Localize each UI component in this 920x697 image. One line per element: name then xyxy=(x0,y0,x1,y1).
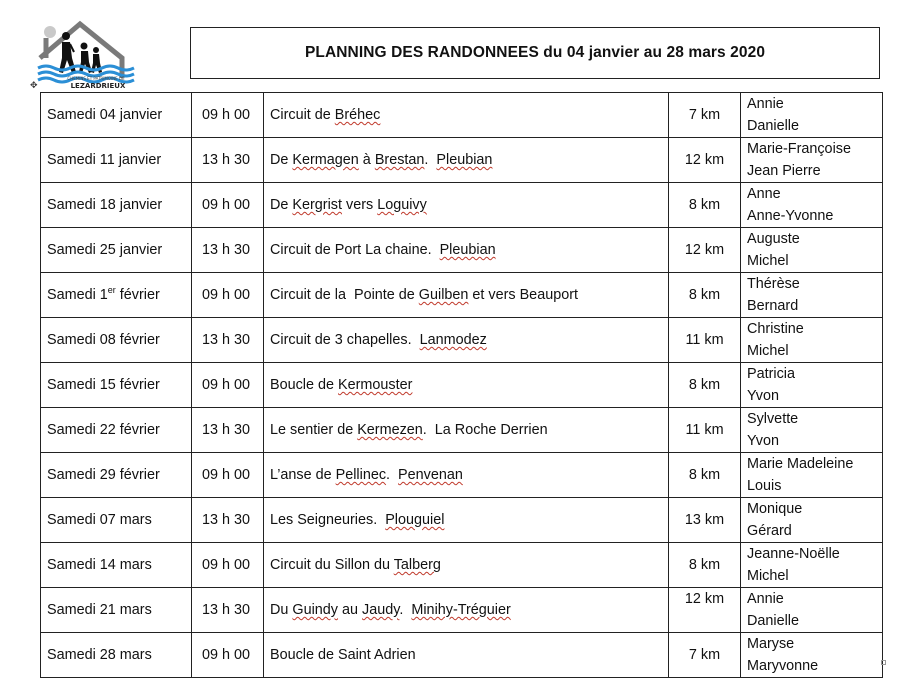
date-cell: Samedi 22 février xyxy=(41,408,192,453)
spellcheck-flagged-word: Pleubian xyxy=(439,242,496,258)
guide-name: Jean Pierre xyxy=(747,163,821,179)
guide-name: Thérèse xyxy=(747,276,800,292)
schedule-row xyxy=(41,93,883,138)
logo-subtext: CHEMINS ET PATRIMOINE DE xyxy=(67,76,125,81)
route-cell xyxy=(264,498,669,543)
route-cell xyxy=(264,588,669,633)
distance-cell: 8 km xyxy=(669,363,741,408)
guide-name: Marie-Françoise xyxy=(747,141,851,157)
schedule-row xyxy=(41,588,883,633)
guide-name: Maryse xyxy=(747,636,795,652)
route-cell xyxy=(264,543,669,588)
time-cell: 09 h 00 xyxy=(192,633,264,678)
route-cell xyxy=(264,228,669,273)
spellcheck-flagged-word: Lanmodez xyxy=(419,332,487,348)
date-cell: Samedi 14 mars xyxy=(41,543,192,588)
route-cell xyxy=(264,408,669,453)
guide-name: Christine xyxy=(747,321,804,337)
time-cell: 09 h 00 xyxy=(192,183,264,228)
time-cell: 13 h 30 xyxy=(192,498,264,543)
route-text: Boucle de Saint Adrien xyxy=(270,647,416,663)
route-cell xyxy=(264,183,669,228)
sun-shape xyxy=(44,26,56,38)
guide-name: Michel xyxy=(747,253,789,269)
date-cell: Samedi 07 mars xyxy=(41,498,192,543)
guide-name: Anne-Yvonne xyxy=(747,208,834,224)
time-cell: 09 h 00 xyxy=(192,543,264,588)
guide-name: Yvon xyxy=(747,433,780,449)
spellcheck-flagged-word: Brestan xyxy=(374,152,425,168)
date-part-sup: er xyxy=(107,285,116,296)
date-cell: Samedi 11 janvier xyxy=(41,138,192,183)
schedule-row xyxy=(41,228,883,273)
guides-cell xyxy=(741,273,883,318)
route-text: . xyxy=(386,467,399,483)
route-text: Circuit de 3 chapelles. xyxy=(270,332,420,348)
spellcheck-flagged-word: Penvenan xyxy=(398,467,463,483)
table-resize-handle[interactable] xyxy=(881,660,886,665)
guides-cell xyxy=(741,93,883,138)
spellcheck-flagged-word: Talberg xyxy=(393,557,441,573)
guide-name: Patricia xyxy=(747,366,795,382)
date-cell xyxy=(41,273,192,318)
route-text: Circuit de la Pointe de xyxy=(270,287,419,303)
route-cell xyxy=(264,633,669,678)
schedule-row xyxy=(41,363,883,408)
time-cell: 09 h 00 xyxy=(192,93,264,138)
spellcheck-flagged-word: Kergrist xyxy=(292,197,342,213)
distance-cell: 8 km xyxy=(669,453,741,498)
date-cell: Samedi 08 février xyxy=(41,318,192,363)
spellcheck-flagged-word: Pleubian xyxy=(436,152,493,168)
schedule-row xyxy=(41,633,883,678)
guide-name: Annie xyxy=(747,96,784,112)
route-text: et vers Beauport xyxy=(468,287,578,303)
guide-name: Annie xyxy=(747,591,784,607)
guide-name: Gérard xyxy=(747,523,792,539)
guide-name: Auguste xyxy=(747,231,800,247)
spellcheck-flagged-word: Kermagen xyxy=(292,152,359,168)
schedule-row xyxy=(41,453,883,498)
route-text: Les Seigneuries. xyxy=(270,512,386,528)
distance-cell: 8 km xyxy=(669,183,741,228)
logo-graphic xyxy=(36,18,142,90)
club-logo xyxy=(36,18,142,90)
distance-cell: 11 km xyxy=(669,408,741,453)
route-cell xyxy=(264,318,669,363)
route-text: . xyxy=(399,602,412,618)
time-cell: 13 h 30 xyxy=(192,228,264,273)
guides-cell xyxy=(741,588,883,633)
spellcheck-flagged-word: Kermouster xyxy=(338,377,413,393)
distance-cell: 12 km xyxy=(669,138,741,183)
distance-cell: 13 km xyxy=(669,498,741,543)
schedule-row xyxy=(41,138,883,183)
route-text: Du xyxy=(270,602,293,618)
guide-name: Danielle xyxy=(747,118,799,134)
guide-name: Danielle xyxy=(747,613,799,629)
spellcheck-flagged-word: Bréhec xyxy=(334,107,381,123)
guide-name: Michel xyxy=(747,568,789,584)
route-text: Circuit de xyxy=(270,107,335,123)
spellcheck-flagged-word: Guilben xyxy=(418,287,469,303)
distance-cell: 8 km xyxy=(669,273,741,318)
guide-name: Michel xyxy=(747,343,789,359)
route-text: vers xyxy=(342,197,378,213)
logo-text: LEZARDRIEUX xyxy=(70,82,126,90)
schedule-row xyxy=(41,408,883,453)
guide-name: Marie Madeleine xyxy=(747,456,854,472)
time-cell: 09 h 00 xyxy=(192,453,264,498)
spellcheck-flagged-word: Plouguiel xyxy=(385,512,445,528)
guides-cell xyxy=(741,318,883,363)
hike-schedule-body xyxy=(41,93,883,678)
route-text: Circuit du Sillon du xyxy=(270,557,394,573)
distance-cell: 12 km xyxy=(669,588,741,633)
guides-cell xyxy=(741,228,883,273)
guides-cell xyxy=(741,543,883,588)
guides-cell xyxy=(741,183,883,228)
route-text: Boucle de xyxy=(270,377,339,393)
guide-name: Monique xyxy=(747,501,803,517)
date-cell: Samedi 21 mars xyxy=(41,588,192,633)
distance-cell: 12 km xyxy=(669,228,741,273)
route-text: De xyxy=(270,197,293,213)
route-cell xyxy=(264,453,669,498)
route-text: . xyxy=(424,152,437,168)
schedule-row xyxy=(41,318,883,363)
table-move-handle-icon[interactable]: ✥ xyxy=(30,81,38,91)
guides-cell xyxy=(741,408,883,453)
guide-name: Yvon xyxy=(747,388,780,404)
guides-cell xyxy=(741,633,883,678)
route-text: au xyxy=(338,602,363,618)
date-cell: Samedi 25 janvier xyxy=(41,228,192,273)
route-text: Le sentier de xyxy=(270,422,358,438)
date-part-post: février xyxy=(115,287,160,303)
route-text: De xyxy=(270,152,293,168)
guide-name: Anne xyxy=(747,186,781,202)
distance-cell: 7 km xyxy=(669,633,741,678)
guide-name: Maryvonne xyxy=(747,658,819,674)
route-cell xyxy=(264,93,669,138)
spellcheck-flagged-word: Minihy-Tréguier xyxy=(411,602,511,618)
time-cell: 13 h 30 xyxy=(192,318,264,363)
schedule-row xyxy=(41,183,883,228)
guides-cell xyxy=(741,453,883,498)
route-cell xyxy=(264,363,669,408)
route-text: à xyxy=(358,152,375,168)
route-cell xyxy=(264,138,669,183)
guide-name: Sylvette xyxy=(747,411,799,427)
schedule-row xyxy=(41,498,883,543)
guide-name: Bernard xyxy=(747,298,799,314)
date-part-pre: Samedi 1 xyxy=(47,287,108,303)
time-cell: 13 h 30 xyxy=(192,408,264,453)
date-cell: Samedi 04 janvier xyxy=(41,93,192,138)
distance-cell: 8 km xyxy=(669,543,741,588)
guide-name: Louis xyxy=(747,478,782,494)
spellcheck-flagged-word: Guindy xyxy=(292,602,339,618)
route-text: L’anse de xyxy=(270,467,336,483)
time-cell: 09 h 00 xyxy=(192,363,264,408)
route-text: Circuit de Port La chaine. xyxy=(270,242,440,258)
page-title: PLANNING DES RANDONNEES du 04 janvier au 28 mars 2020 xyxy=(190,27,880,79)
distance-cell: 11 km xyxy=(669,318,741,363)
distance-cell: 7 km xyxy=(669,93,741,138)
route-text: . La Roche Derrien xyxy=(422,422,548,438)
guides-cell xyxy=(741,363,883,408)
date-cell: Samedi 15 février xyxy=(41,363,192,408)
date-cell: Samedi 18 janvier xyxy=(41,183,192,228)
guides-cell xyxy=(741,498,883,543)
guides-cell xyxy=(741,138,883,183)
time-cell: 13 h 30 xyxy=(192,138,264,183)
route-cell xyxy=(264,273,669,318)
hike-schedule-table xyxy=(40,92,883,678)
spellcheck-flagged-word: Jaudy xyxy=(362,602,400,618)
time-cell: 13 h 30 xyxy=(192,588,264,633)
spellcheck-flagged-word: Kermezen xyxy=(357,422,423,438)
date-cell: Samedi 29 février xyxy=(41,453,192,498)
spellcheck-flagged-word: Loguivy xyxy=(377,197,427,213)
guide-name: Jeanne-Noëlle xyxy=(747,546,840,562)
time-cell: 09 h 00 xyxy=(192,273,264,318)
schedule-row xyxy=(41,273,883,318)
spellcheck-flagged-word: Pellinec xyxy=(335,467,387,483)
schedule-row xyxy=(41,543,883,588)
date-cell: Samedi 28 mars xyxy=(41,633,192,678)
